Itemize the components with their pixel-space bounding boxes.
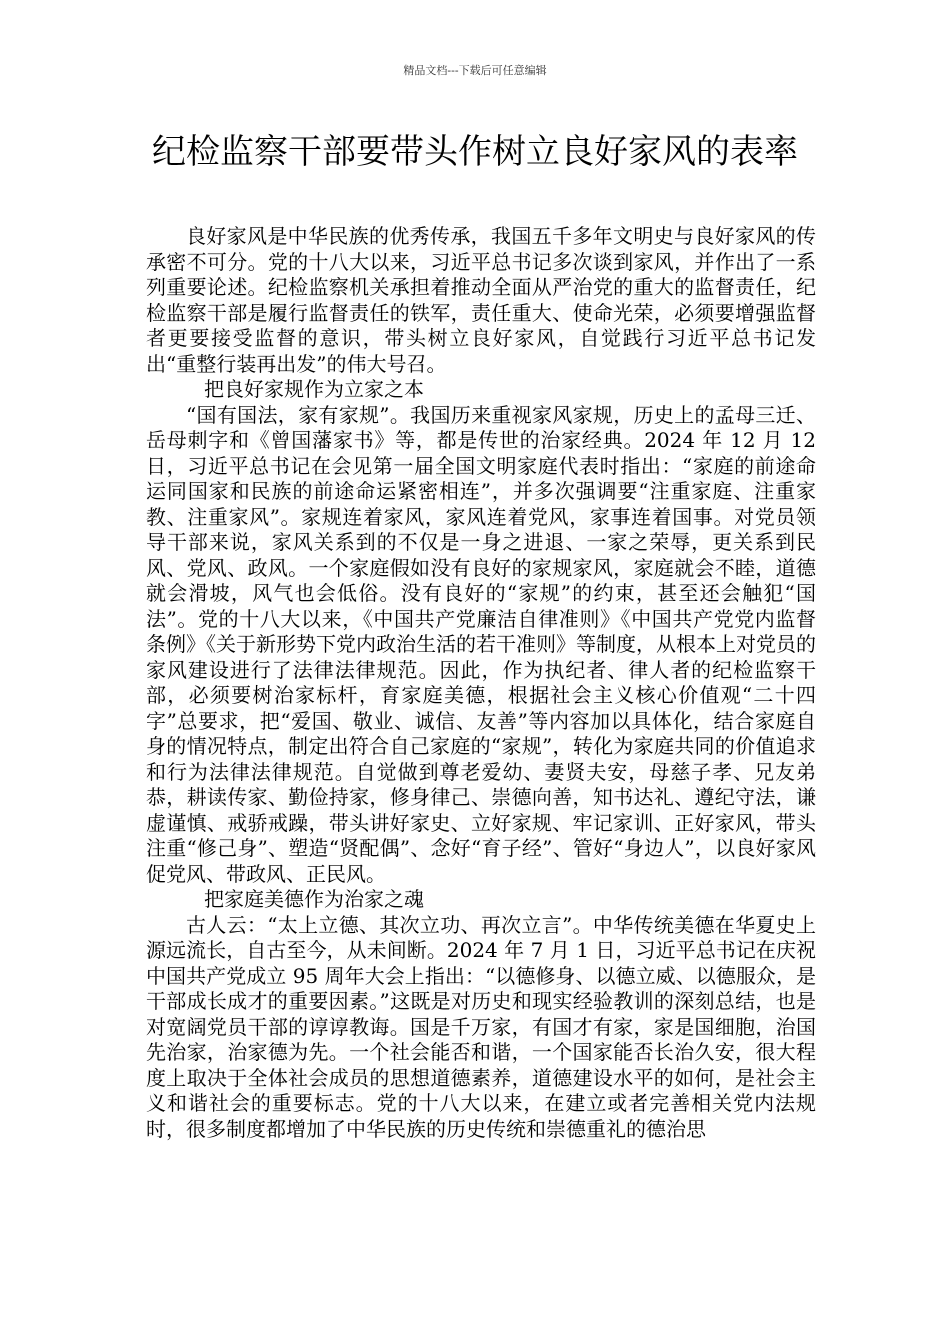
intro-paragraph: 良好家风是中华民族的优秀传承，我国五千多年文明史与良好家风的传承密不可分。党的十八大以来，习近平总书记多次谈到家风，并作出了一系列重要论述。纪检监察机关承担着推动全面从严治党的重大的监督责任，纪检监察干部是履行监督责任的铁军，责任重大、使命光荣，必须要增强监督者更要接受监督的意识，带头树立良好家风，自觉践行习近平总书记发出“重整行装再出发”的伟大号召。 (146, 224, 816, 376)
document-body (146, 224, 816, 1142)
section-heading: 把家庭美德作为治家之魂 (204, 887, 424, 911)
section-paragraph: “国有国法，家有家规”。我国历来重视家风家规，历史上的孟母三迁、岳母刺字和《曾国藩家书》等，都是传世的治家经典。2024 年 12 月 12 日，习近平总书记在会见第一届全国文明家庭代表时指出：“家庭的前途命运同国家和民族的前途命运紧密相连”，并多次强调要“注重家庭、注重家教、注重家风”。家规连着家风，家风连着党风，家事连着国事。对党员领导干部来说，家风关系到的不仅是一身之进退、一家之荣辱，更关系到民风、党风、政风。一个家庭假如没有良好的家规家风，家庭就会不睦，道德就会滑坡，风气也会低俗。没有良好的“家规”的约束，甚至还会触犯“国法”。党的十八大以来，《中国共产党廉洁自律准则》《中国共产党党内监督条例》《关于新形势下党内政治生活的若干准则》等制度，从根本上对党员的家风建设进行了法律法律规范。因此，作为执纪者、律人者的纪检监察干部，必须要树治家标杆，育家庭美德，根据社会主义核心价值观“二十四字”总要求，把“爱国、敬业、诚信、友善”等内容加以具体化，结合家庭自身的情况特点，制定出符合自己家庭的“家规”，转化为家庭共同的价值追求和行为法律法律规范。自觉做到尊老爱幼、妻贤夫安，母慈子孝、兄友弟恭，耕读传家、勤俭持家，修身律己、崇德向善，知书达礼、遵纪守法，谦虚谨慎、戒骄戒躁，带头讲好家史、立好家规、牢记家训、正好家风，带头注重“修己身”、塑造“贤配偶”、念好“育子经”、管好“身边人”，以良好家风促党风、带政风、正民风。 (146, 402, 816, 886)
section-paragraph: 古人云：“太上立德、其次立功、再次立言”。中华传统美德在华夏史上源远流长，自古至今，从未间断。2024 年 7 月 1 日，习近平总书记在庆祝中国共产党成立 95 周年大会上指出：“以德修身、以德立威、以德服众，是干部成长成才的重要因素。”这既是对历史和现实经验教训的深刻总结，也是对宽阔党员干部的谆谆教诲。国是千万家，有国才有家，家是国细胞，治国先治家，治家德为先。一个社会能否和谐，一个国家能否长治久安，很大程度上取决于全体社会成员的思想道德素养，道德建设水平的如何，是社会主义和谐社会的重要标志。党的十八大以来，在建立或者完善相关党内法规时，很多制度都增加了中华民族的历史传统和崇德重礼的德治思 (146, 912, 816, 1141)
document-title: 纪检监察干部要带头作树立良好家风的表率 (152, 132, 798, 172)
page-header: 精品文档---下载后可任意编辑 (403, 64, 547, 77)
section-heading: 把良好家规作为立家之本 (204, 377, 424, 401)
